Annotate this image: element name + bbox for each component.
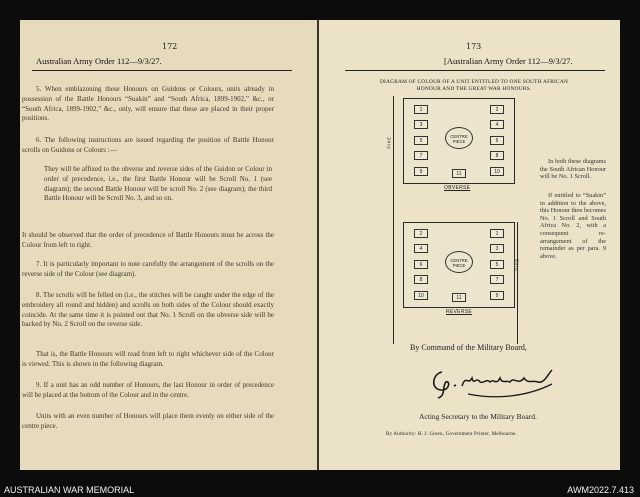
reverse-colour-diagram: [403, 222, 515, 308]
paragraph-5: 5. When emblazoning these Honours on Guidons or Colours, units already in possession of the Battle Honours “Suakin” and “South Africa, 1899-1902,” &c., or “South Africa, 1899-1902,” &c., only, will ensure that these are placed in their proper positions.: [22, 85, 274, 123]
obverse-scroll-left-5: 9: [414, 167, 428, 176]
obverse-scroll-right-5: 10: [490, 167, 504, 176]
obverse-scroll-left-2: 3: [414, 120, 428, 129]
paragraph-9: 9. If a unit has an odd number of Honours, the last Honour in order of precedence will be placed at the bottom of the Colour and in the centre.: [22, 381, 274, 399]
diagram-title-line-2: HONOUR AND THE GREAT WAR HONOURS.: [416, 86, 532, 92]
obverse-scroll-right-3: 6: [490, 136, 504, 145]
obverse-pike-staff: [393, 96, 394, 344]
diagram-note-1: In both these diagrams the South African Honour will be No. 1 Scroll.: [540, 158, 606, 181]
right-header-rule: [345, 70, 605, 71]
obverse-scroll-left-1: 1: [414, 105, 428, 114]
reverse-scroll-right-4: 7: [490, 275, 504, 284]
obverse-scroll-right-1: 2: [490, 105, 504, 114]
obverse-scroll-right-2: 4: [490, 120, 504, 129]
right-page-number: 173: [466, 42, 482, 51]
paragraph-8: 8. The scrolls will be felled on (i.e., the stitches will be caught under the edge of the embroidery all round and hidden) and scrolls on both sides of the Colour should exactly coincide. At the same time it is pointed out that No. 1 Scroll on the obverse side will be backed by No. 2 Scroll on the reverse side.: [22, 291, 274, 329]
paragraph-6-instructions: They will be affixed to the obverse and reverse sides of the Guidon or Colour in order of precedence, i.e., the first Battle Honour will be Scroll No. 1 (see diagram); the second Battle Honour will be scroll No. 2 (see diagram); the third Battle Honour will be Scroll No. 3, and so on.: [44, 165, 272, 203]
caption-right: AWM2022.7.413: [567, 485, 634, 495]
reverse-scroll-left-4: 8: [414, 275, 428, 284]
authority-line: By Authority: H. J. Green, Government Printer, Melbourne.: [386, 432, 517, 437]
signature-icon: [428, 356, 558, 404]
left-page-number: 172: [162, 42, 178, 51]
reverse-scroll-left-5: 10: [414, 291, 428, 300]
signature: [428, 356, 558, 404]
reverse-centre-piece: CENTRE PIECE: [445, 251, 473, 273]
reverse-scroll-right-5: 9: [490, 291, 504, 300]
obverse-colour-diagram: [403, 98, 515, 184]
reverse-scroll-right-1: 1: [490, 229, 504, 238]
obverse-label: OBVERSE: [444, 185, 471, 191]
diagram-title: [340, 79, 608, 93]
reverse-scroll-left-2: 4: [414, 244, 428, 253]
paragraph-8-b: That is, the Battle Honours will read from left to right whichever side of the Colour is viewed. This is shown in the following diagram.: [22, 350, 274, 368]
reverse-label: REVERSE: [446, 309, 472, 315]
signatory-title: Acting Secretary to the Military Board.: [419, 412, 537, 421]
reverse-pike-label: PIKE: [514, 258, 520, 271]
obverse-centre-piece: CENTRE PIECE: [445, 127, 473, 149]
obverse-pike-label: PIKE: [386, 136, 392, 149]
reverse-scroll-right-3: 5: [490, 260, 504, 269]
obverse-scroll-right-4: 8: [490, 151, 504, 160]
right-page-header: [Australian Army Order 112—9/3/27.: [444, 56, 573, 66]
left-header-rule: [32, 70, 292, 71]
obverse-scroll-left-3: 5: [414, 136, 428, 145]
command-line: By Command of the Military Board,: [410, 343, 527, 352]
paragraph-6: 6. The following instructions are issued regarding the position of Battle Honour scrolls on Guidons or Colours :—: [22, 136, 274, 154]
left-page-header: Australian Army Order 112—9/3/27.: [36, 56, 162, 66]
paragraph-9-b: Units with an even number of Honours will place them evenly on either side of the centre piece.: [22, 412, 274, 430]
left-page-body: [22, 85, 274, 435]
reverse-scroll-right-2: 3: [490, 244, 504, 253]
caption-left: AUSTRALIAN WAR MEMORIAL: [4, 485, 135, 495]
diagram-title-line-1: DIAGRAM OF COLOUR OF A UNIT ENTITLED TO ONE SOUTH AFRICAN: [379, 79, 569, 85]
reverse-scroll-bottom: 11: [452, 293, 466, 302]
diagram-note-2: If entitled to “Suakin” in addition to the above, this Honour then becomes No. 1 Scroll and South Africa No. 2, with a consequent re-arrangement of the remainder as per para. 9 above.: [540, 192, 606, 260]
obverse-scroll-bottom: 11: [452, 169, 466, 178]
reverse-scroll-left-3: 6: [414, 260, 428, 269]
reverse-scroll-left-1: 2: [414, 229, 428, 238]
paragraph-7: 7. It is particularly important to note carefully the arrangement of the scrolls on the reverse side of the Colour (see diagram).: [22, 260, 274, 278]
paragraph-6-note: It should be observed that the order of precedence of Battle Honours must be across the Colour from left to right.: [22, 231, 274, 249]
obverse-scroll-left-4: 7: [414, 151, 428, 160]
